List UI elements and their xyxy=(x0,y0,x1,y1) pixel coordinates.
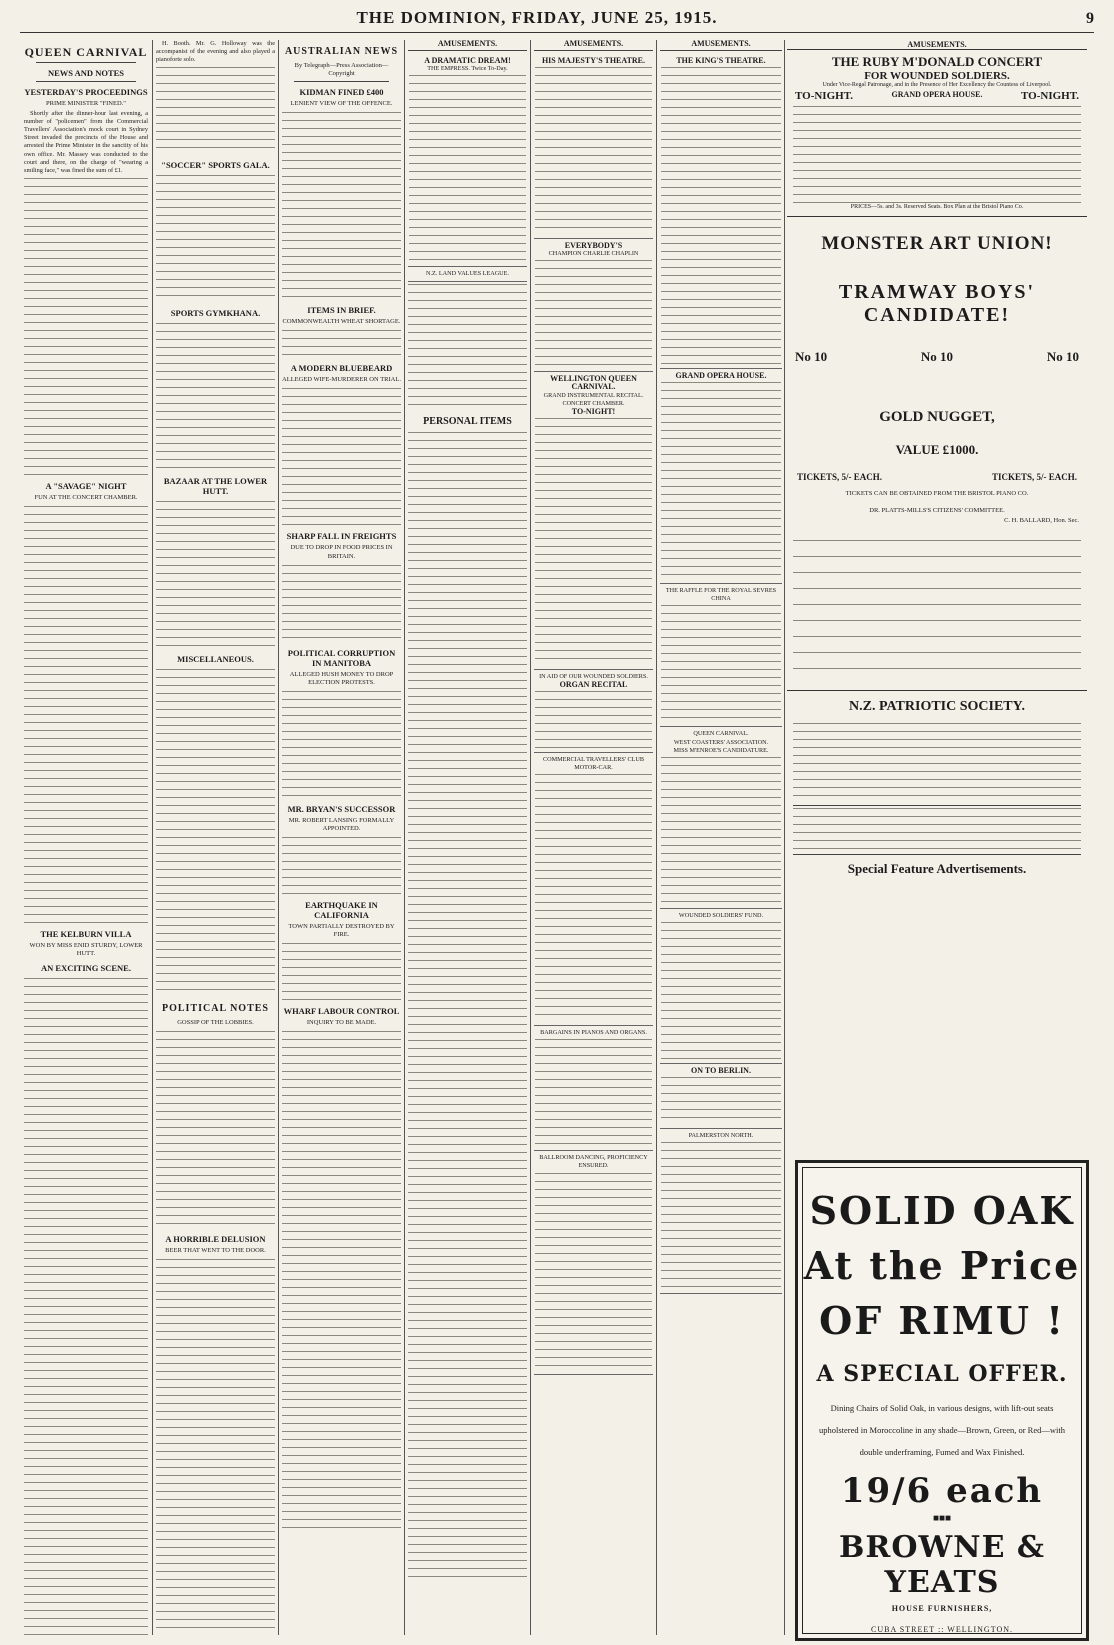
text-block xyxy=(156,1029,275,1229)
ad-brand: BROWNE & YEATS xyxy=(839,1530,1045,1600)
ad-opera-house xyxy=(660,369,782,584)
ad-everybodys xyxy=(534,239,653,372)
ad-title: COMMERCIAL TRAVELLERS' CLUB MOTOR-CAR. xyxy=(542,756,645,772)
headline-gymkhana: SPORTS GYMKHANA. xyxy=(170,308,261,319)
text-block xyxy=(156,65,275,155)
headline-wharf: WHARF LABOUR CONTROL xyxy=(283,1006,400,1017)
ad-headline-2: At the Price xyxy=(803,1243,1081,1288)
text-block xyxy=(156,667,275,997)
ad-offer: A SPECIAL OFFER. xyxy=(816,1361,1068,1387)
subhead-concert: FUN AT THE CONCERT CHAMBER. xyxy=(34,493,138,501)
column-rule xyxy=(656,40,657,1635)
column-rule xyxy=(278,40,279,1635)
ad-price: 19/6 each xyxy=(840,1471,1044,1511)
byline-press: By Telegraph—Press Association—Copyright xyxy=(294,62,389,78)
subhead-freights: DUE TO DROP IN FOOD PRICES IN BRITAIN. xyxy=(290,544,393,560)
number-badge: No 10 xyxy=(920,349,954,364)
ad-description: Dining Chairs of Solid Oak, in various designs, with lift-out seats upholstered in Moroccoline in any shade—Brown, Green, or Red—with double underframing, Fumed and Wax Finished. xyxy=(819,1403,1065,1457)
ad-land-values xyxy=(408,267,527,282)
headline-freights: SHARP FALL IN FREIGHTS xyxy=(286,531,397,542)
page-number: 9 xyxy=(1086,10,1094,27)
headline-delusion: A HORRIBLE DELUSION xyxy=(165,1234,266,1245)
headline-kidman: KIDMAN FINED £400 xyxy=(299,87,384,98)
text-block xyxy=(282,110,401,300)
ad-subtitle: IN AID OF OUR WOUNDED SOLDIERS. xyxy=(539,672,648,680)
subhead-wheat: COMMONWEALTH WHEAT SHORTAGE. xyxy=(282,318,401,326)
special-feature: Special Feature Advertisements. xyxy=(847,861,1027,876)
subhead-gossip: GOSSIP OF THE LOBBIES. xyxy=(177,1019,254,1027)
headline-bryan: MR. BRYAN'S SUCCESSOR xyxy=(287,803,396,814)
headline-australian-news: AUSTRALIAN NEWS xyxy=(284,46,399,57)
text-block xyxy=(156,499,275,649)
ornament-icon: ■■■ xyxy=(932,1513,952,1524)
ad-subtitle: CHAMPION CHARLIE CHAPLIN xyxy=(548,250,639,258)
concert-venue: GRAND OPERA HOUSE. xyxy=(891,90,983,99)
number-badge: No 10 xyxy=(1046,349,1079,364)
gold-value: VALUE £1000. xyxy=(895,442,979,457)
ad-his-majesty xyxy=(534,54,653,239)
ad-wounded-fund xyxy=(660,909,782,1064)
ad-subtitle: WEST COASTERS' ASSOCIATION. xyxy=(673,738,769,746)
text-block xyxy=(156,1257,275,1635)
ad-kings-theatre xyxy=(660,54,782,369)
ad-house: HOUSE FURNISHERS, xyxy=(891,1604,993,1613)
secretary: C. H. BALLARD, Hon. Sec. xyxy=(1004,517,1079,524)
number-badge: No 10 xyxy=(795,349,828,364)
text-block xyxy=(156,321,275,471)
subhead-fined: PRIME MINISTER "FINED." xyxy=(46,100,126,107)
headline-news-notes: NEWS AND NOTES xyxy=(47,68,125,78)
subhead-lansing: MR. ROBERT LANSING FORMALLY APPOINTED. xyxy=(288,816,395,832)
tickets-source: TICKETS CAN BE OBTAINED FROM THE BRISTOL PIANO CO. xyxy=(845,490,1029,497)
headline-yesterday: YESTERDAY'S PROCEEDINGS xyxy=(24,87,148,97)
ad-title: THE RAFFLE FOR THE ROYAL SEVRES CHINA xyxy=(665,587,777,603)
column-queen-carnival xyxy=(24,40,148,1635)
column-amusements-2 xyxy=(534,40,653,1635)
ad-queen-carnival xyxy=(660,727,782,908)
ad-subtitle: GRAND INSTRUMENTAL RECITAL. xyxy=(543,391,644,399)
ad-headline-1: SOLID OAK xyxy=(809,1188,1075,1233)
ad-land-values-title: N.Z. LAND VALUES LEAGUE. xyxy=(426,270,509,278)
column-rule xyxy=(784,40,785,1635)
text-block xyxy=(282,328,401,358)
subhead-wife: ALLEGED WIFE-MURDERER ON TRIAL. xyxy=(282,376,401,384)
text-block xyxy=(282,941,401,1001)
headline-manitoba: POLITICAL CORRUPTION IN MANITOBA xyxy=(287,647,396,668)
ad-empress-title: A DRAMATIC DREAM! xyxy=(424,56,511,66)
ad-venue: CONCERT CHAMBER. xyxy=(562,399,625,407)
subhead-beer: BEER THAT WENT TO THE DOOR. xyxy=(165,1247,266,1255)
article-text: H. Booth. Mr. G. Holloway was the accompanist of the evening and also played a pianoforte solo. xyxy=(156,40,275,64)
text-block xyxy=(793,721,1081,801)
concert-subtitle: FOR WOUNDED SOLDIERS. xyxy=(864,70,1010,82)
masthead xyxy=(20,8,1094,33)
column-rule xyxy=(152,40,153,1635)
ad-empress-sub: THE EMPRESS. Twice To-Day. xyxy=(427,65,508,73)
column-sports xyxy=(156,40,275,1635)
headline-political-notes: POLITICAL NOTES xyxy=(162,1003,269,1015)
concert-title: THE RUBY M'DONALD CONCERT xyxy=(831,54,1043,69)
gold-nugget: GOLD NUGGET, xyxy=(879,409,995,425)
ad-title: PALMERSTON NORTH. xyxy=(688,1131,754,1139)
ticket-price: TICKETS, 5/- EACH. xyxy=(797,472,883,482)
headline-miscellaneous: MISCELLANEOUS. xyxy=(177,654,254,665)
ad-bargains xyxy=(534,1026,653,1151)
ad-title: BALLROOM DANCING, PROFICIENCY ENSURED. xyxy=(539,1154,648,1170)
section-amusements: AMUSEMENTS. xyxy=(787,40,1087,50)
section-amusements: AMUSEMENTS. xyxy=(408,40,527,51)
text-block xyxy=(282,563,401,643)
concert-tonight-right: TO-NIGHT. xyxy=(1021,90,1079,102)
patriotic-society: N.Z. PATRIOTIC SOCIETY. xyxy=(849,699,1025,714)
subhead-hush: ALLEGED HUSH MONEY TO DROP ELECTION PROTESTS. xyxy=(289,670,394,686)
text-block xyxy=(408,282,527,412)
ad-raffle xyxy=(660,584,782,727)
ad-title: THE KING'S THEATRE. xyxy=(676,56,766,66)
ad-title: HIS MAJESTY'S THEATRE. xyxy=(541,56,646,66)
section-amusements: AMUSEMENTS. xyxy=(660,40,782,51)
masthead-title: THE DOMINION, FRIDAY, JUNE 25, 1915. xyxy=(356,8,718,27)
ad-on-to-berlin xyxy=(660,1064,782,1129)
programme-list xyxy=(793,104,1081,204)
headline-savage-night: A "SAVAGE" NIGHT xyxy=(45,480,127,491)
furniture-advertisement xyxy=(795,1160,1089,1641)
column-australian-news xyxy=(282,40,401,1635)
headline-soccer-gala: "SOCCER" SPORTS GALA. xyxy=(161,160,270,171)
ad-queen-carnival-recital xyxy=(534,372,653,669)
committee: DR. PLATTS-MILLS'S CITIZENS' COMMITTEE. xyxy=(869,507,1005,514)
text-block xyxy=(24,976,148,1635)
headline-earthquake: EARTHQUAKE IN CALIFORNIA xyxy=(305,900,378,921)
subhead-earthquake: TOWN PARTIALLY DESTROYED BY FIRE. xyxy=(288,923,395,939)
ad-title: WOUNDED SOLDIERS' FUND. xyxy=(678,911,764,919)
ad-subtitle: MISS M'ENROE'S CANDIDATURE. xyxy=(673,746,769,754)
column-amusements-1 xyxy=(408,40,527,1635)
ad-title: BARGAINS IN PIANOS AND ORGANS. xyxy=(540,1029,647,1037)
headline-kelburn: THE KELBURN VILLA xyxy=(40,928,132,939)
concert-prices: PRICES—5s. and 3s. Reserved Seats. Box Plan at the Bristol Piano Co. xyxy=(850,204,1024,210)
ad-headline-3: OF RIMU ! xyxy=(819,1298,1065,1343)
ad-title: ON TO BERLIN. xyxy=(691,1065,751,1075)
ad-title: EVERYBODY'S xyxy=(564,241,623,251)
text-block xyxy=(282,689,401,799)
headline-queen-carnival: QUEEN CARNIVAL xyxy=(24,45,148,59)
headline-items: ITEMS IN BRIEF. xyxy=(307,305,376,316)
small-ads xyxy=(793,805,1081,855)
subhead-kelburn: WON BY MISS ENID STURDY, LOWER HUTT. xyxy=(29,941,143,958)
ad-organ-recital xyxy=(534,670,653,753)
ad-title: QUEEN CARNIVAL. xyxy=(693,730,749,738)
subhead-inquiry: INQUIRY TO BE MADE. xyxy=(306,1019,377,1027)
text-block xyxy=(156,173,275,303)
headline-bluebeard: A MODERN BLUEBEARD xyxy=(290,363,393,374)
concert-tonight-left: TO-NIGHT. xyxy=(795,90,853,102)
ad-travellers xyxy=(534,753,653,1026)
art-union-title: MONSTER ART UNION! xyxy=(821,233,1053,254)
ad-date: TO-NIGHT! xyxy=(571,406,616,416)
headline-exciting: AN EXCITING SCENE. xyxy=(41,963,131,974)
ad-street: CUBA STREET :: WELLINGTON. xyxy=(871,1625,1013,1634)
column-amusements-3 xyxy=(660,40,782,1635)
headline-bazaar: BAZAAR AT THE LOWER HUTT. xyxy=(163,476,268,497)
tramway-candidate: TRAMWAY BOYS' CANDIDATE! xyxy=(838,281,1036,326)
text-block xyxy=(282,386,401,526)
concert-patronage: Under Vice-Regal Patronage, and in the Presence of Her Excellency the Countess of Liverpool. xyxy=(822,82,1052,88)
text-block xyxy=(408,430,527,1580)
ad-title: GRAND OPERA HOUSE. xyxy=(675,371,767,381)
ad-palmerston xyxy=(660,1129,782,1294)
section-amusements: AMUSEMENTS. xyxy=(534,40,653,51)
ad-dancing xyxy=(534,1151,653,1374)
article-text: Shortly after the dinner-hour last evening, a number of "policemen" from the Commercial Travellers' Association's mock court in Sydney Street invaded the precincts of the House and arrested the Prime Minister in the sanctity of his own office. Mr. Massey was conducted to the court and there, on the charge of "wearing a smiling face," was fined the sum of £1. xyxy=(24,110,148,174)
order-form xyxy=(793,534,1081,684)
headline-personal-items: PERSONAL ITEMS xyxy=(423,416,512,428)
ad-empress xyxy=(408,54,527,267)
ad-title: ORGAN RECITAL xyxy=(559,679,628,689)
ticket-price: TICKETS, 5/- EACH. xyxy=(991,472,1077,482)
text-block xyxy=(282,835,401,895)
ad-title: WELLINGTON QUEEN CARNIVAL. xyxy=(550,374,637,392)
column-rule xyxy=(404,40,405,1635)
text-block xyxy=(24,504,148,924)
text-block xyxy=(282,1029,401,1529)
column-rule xyxy=(530,40,531,1635)
text-block xyxy=(24,176,148,476)
subhead-lenient: LENIENT VIEW OF THE OFFENCE. xyxy=(290,100,393,108)
